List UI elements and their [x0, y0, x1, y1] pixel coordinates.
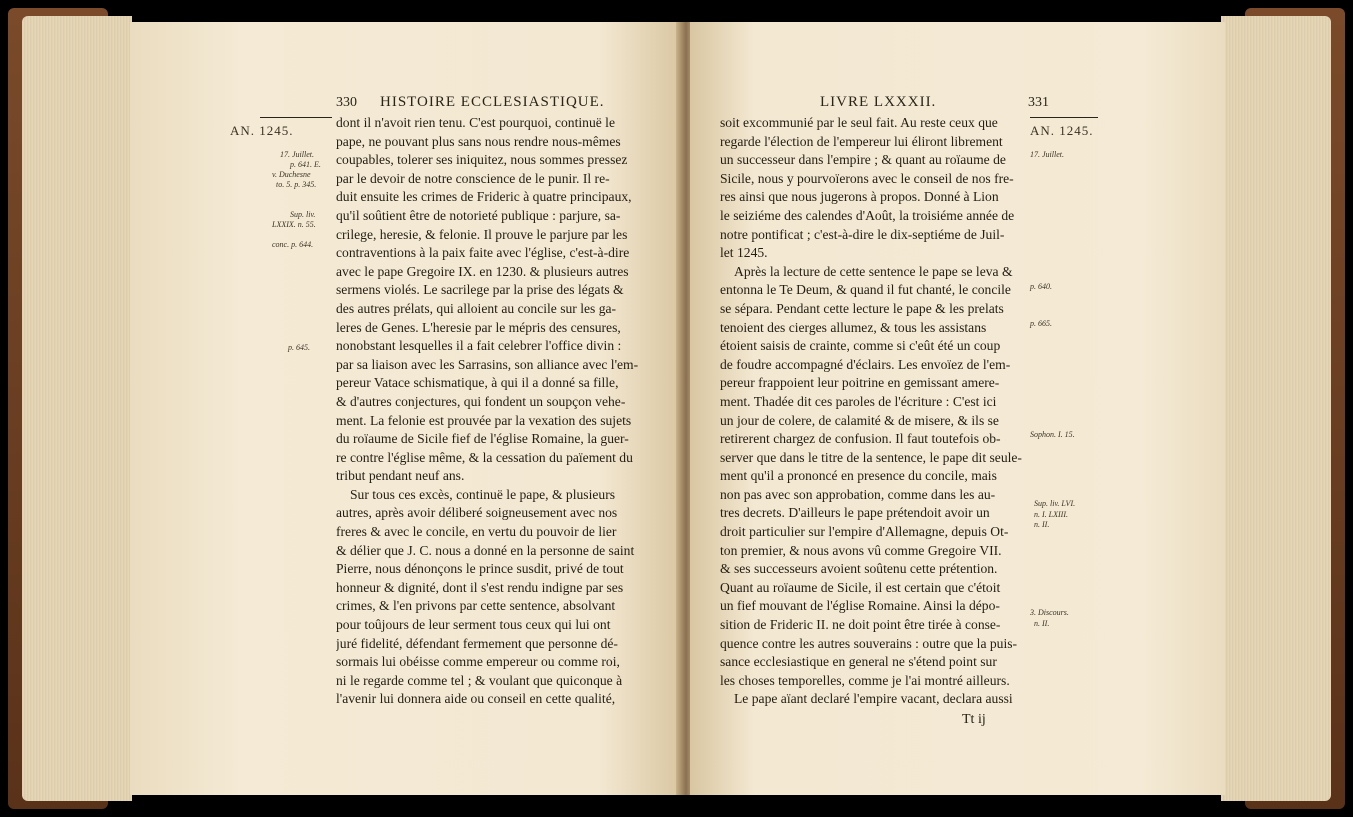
- text-line: des autres prélats, qui alloient au concile sur les ga-: [336, 300, 617, 316]
- right-margin-note: 17. Juillet.: [1030, 150, 1064, 159]
- text-line: crimes, & l'en privons par cette sentence, absolvant: [336, 598, 616, 614]
- left-running-head: HISTOIRE ECCLESIASTIQUE.: [380, 94, 605, 110]
- text-line: les choses temporelles, comme je l'ai montré ailleurs.: [720, 672, 1010, 688]
- text-line: juré fidelité, défendant fermement que personne dé-: [336, 635, 618, 651]
- text-line: & ses successeurs avoient soûtenu cette prétention.: [720, 561, 998, 577]
- right-page: [690, 22, 1225, 795]
- text-line: Sicile, nous y pourvoïerons avec le conseil de nos fre-: [720, 170, 1014, 186]
- right-margin-note: n. I. LXIII.: [1034, 510, 1068, 519]
- text-line: tenoient des cierges allumez, & tous les assistans: [720, 319, 987, 335]
- text-line: ton premier, & nous avons vû comme Gregoire VII.: [720, 542, 1002, 558]
- text-line: let 1245.: [720, 245, 768, 261]
- text-line: un jour de colere, de calamité & de misere, & ils se: [720, 412, 999, 428]
- text-line: crilege, heresie, & felonie. Il prouve le parjure par les: [336, 226, 628, 242]
- text-line: de foudre accompagné d'éclairs. Les envoïez de l'em-: [720, 356, 1011, 372]
- right-running-head: LIVRE LXXXII.: [820, 94, 937, 110]
- page-edges-right: [1221, 16, 1331, 801]
- text-line: l'avenir lui donnera aide ou conseil en cette qualité,: [336, 691, 616, 707]
- text-line: pape, ne pouvant plus sans nous rendre nous-mêmes: [336, 133, 621, 149]
- text-line: nonobstant lesquelles il a fait celebrer l'office divin :: [336, 338, 622, 354]
- left-body-text: [336, 114, 676, 709]
- text-line: contraventions à la paix faite avec l'église, c'est-à-dire: [336, 245, 630, 261]
- text-line: server que dans le titre de la sentence, le pape dit seule-: [720, 449, 1022, 465]
- text-line: Le pape aïant declaré l'empire vacant, declara aussi: [734, 691, 1013, 707]
- text-line: le seiziéme des calendes d'Août, la troisiéme année de: [720, 207, 1015, 223]
- text-line: dont il n'avoit rien tenu. C'est pourquoi, continuë le: [336, 115, 615, 130]
- left-margin-note: to. 5. p. 345.: [276, 180, 317, 189]
- left-margin-rule: [260, 117, 332, 118]
- text-line: sermens violés. Le sacrilege par la prise des légats &: [336, 282, 624, 298]
- text-line: pour toûjours de leur serment tous ceux qui lui ont: [336, 617, 611, 633]
- text-line: quence contre les autres souverains : outre que la puis-: [720, 635, 1018, 651]
- right-margin-note: p. 640.: [1030, 282, 1052, 291]
- text-line: duit ensuite les crimes de Frideric à quatre principaux,: [336, 189, 632, 205]
- text-line: tres decrets. D'ailleurs le pape prétendoit avoir un: [720, 505, 990, 521]
- right-margin-note: n. II.: [1034, 520, 1050, 529]
- text-line: un successeur dans l'empire ; & quant au roïaume de: [720, 152, 1006, 168]
- text-line: non pas avec son approbation, comme dans les au-: [720, 486, 996, 502]
- text-line: re contre l'église même, & la cessation du païement du: [336, 449, 633, 465]
- text-line: pereur frappoient leur poitrine en gemissant amere-: [720, 375, 1000, 391]
- right-margin-rule: [1030, 117, 1098, 118]
- signature-mark: Tt ij: [962, 712, 986, 727]
- left-margin-note: LXXIX. n. 55.: [272, 220, 316, 229]
- text-line: & d'autres conjectures, qui fondent un soupçon vehe-: [336, 393, 626, 409]
- right-body-text: [720, 114, 1030, 709]
- text-line: Après la lecture de cette sentence le pape se leva &: [734, 263, 1013, 279]
- right-side-year: AN. 1245.: [1030, 123, 1094, 138]
- right-page-number: 331: [1028, 95, 1049, 110]
- text-line: du roïaume de Sicile fief de l'église Romaine, la guer-: [336, 431, 629, 447]
- text-line: par sa liaison avec les Sarrasins, son alliance avec l'em-: [336, 356, 639, 372]
- text-line: par le devoir de notre conscience de le punir. Il re-: [336, 170, 610, 186]
- left-side-year: AN. 1245.: [230, 123, 294, 138]
- text-line: retirerent chargez de confusion. Il faut toutefois ob-: [720, 431, 1001, 447]
- left-margin-note: Sup. liv.: [290, 210, 316, 219]
- left-margin-note: v. Duchesne: [272, 170, 311, 179]
- text-line: soit excommunié par le seul fait. Au reste ceux que: [720, 115, 998, 130]
- left-page-number: 330: [336, 95, 357, 110]
- right-margin-note: p. 665.: [1030, 319, 1052, 328]
- text-line: pereur Vatace schismatique, à qui il a donné sa fille,: [336, 375, 619, 391]
- text-line: ni le regarde comme tel ; & voulant que quiconque à: [336, 672, 623, 688]
- text-line: leres de Genes. L'heresie par le mépris des censures,: [336, 319, 621, 335]
- text-line: entonna le Te Deum, & quand il fut chanté, le concile: [720, 282, 1011, 298]
- text-line: sition de Frideric II. ne doit point être tirée à conse-: [720, 617, 1001, 633]
- text-line: Quant au roïaume de Sicile, il est certain que c'étoit: [720, 579, 1001, 595]
- left-page: [130, 22, 682, 795]
- text-line: qu'il soûtient être de notorieté publique : parjure, sa-: [336, 207, 621, 223]
- text-line: se sépara. Pendant cette lecture le pape & les prelats: [720, 300, 1004, 316]
- text-line: freres & avec le concile, en vertu du pouvoir de lier: [336, 524, 617, 540]
- right-margin-note: Sup. liv. LVI.: [1034, 499, 1076, 508]
- left-margin-note: 17. Juillet.: [280, 150, 314, 159]
- text-line: honneur & dignité, dont il s'est rendu indigne par ses: [336, 579, 624, 595]
- text-line: un fief mouvant de l'église Romaine. Ainsi la dépo-: [720, 598, 1000, 614]
- text-line: tribut pendant neuf ans.: [336, 468, 465, 484]
- text-line: ment. Thadée dit ces paroles de l'écriture : C'est ici: [720, 393, 997, 409]
- left-margin-note: p. 645.: [288, 343, 310, 352]
- text-line: étoient saisis de crainte, comme si c'eût été un coup: [720, 338, 1001, 354]
- text-line: notre pontificat ; c'est-à-dire le dix-septiéme de Juil-: [720, 226, 1005, 242]
- right-margin-note: 3. Discours.: [1030, 608, 1069, 617]
- text-line: coupables, tolerer ses iniquitez, nous sommes pressez: [336, 152, 628, 168]
- text-line: res ainsi que nous jugerons à propos. Donné à Lion: [720, 189, 999, 205]
- page-edges-left: [22, 16, 132, 801]
- text-line: Sur tous ces excès, continuë le pape, & plusieurs: [350, 486, 616, 502]
- text-line: ment. La felonie est prouvée par la vexation des sujets: [336, 412, 632, 428]
- text-line: sormais lui obéisse comme empereur ou comme roi,: [336, 654, 620, 670]
- left-margin-note: conc. p. 644.: [272, 240, 314, 249]
- text-line: sance ecclesiastique en general ne s'étend point sur: [720, 654, 997, 670]
- right-margin-note: Sophon. I. 15.: [1030, 430, 1075, 439]
- text-line: autres, après avoir déliberé soigneusement avec nos: [336, 505, 618, 521]
- text-line: ment qu'il a prononcé en presence du concile, mais: [720, 468, 997, 484]
- text-line: droit particulier sur l'empire d'Allemagne, depuis Ot-: [720, 524, 1009, 540]
- text-line: avec le pape Gregoire IX. en 1230. & plusieurs autres: [336, 263, 629, 279]
- text-line: regarde l'élection de l'empereur lui éliront librement: [720, 133, 1003, 149]
- right-margin-note: n. II.: [1034, 619, 1050, 628]
- left-margin-note: p. 641. E.: [290, 160, 321, 169]
- text-line: & délier que J. C. nous a donné en la personne de saint: [336, 542, 635, 558]
- text-line: Pierre, nous dénonçons le prince susdit, privé de tout: [336, 561, 624, 577]
